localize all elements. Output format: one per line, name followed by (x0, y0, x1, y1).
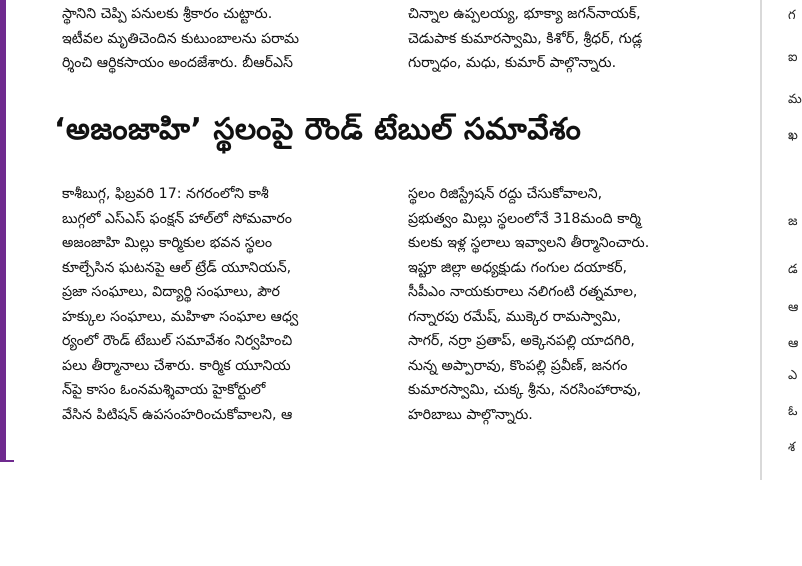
previous-article-right-column (408, 2, 748, 76)
text-line: కులకు ఇళ్ల స్థలాలు ఇవ్వాలని తీర్మానించారు. (408, 235, 650, 251)
text-fragment: ఆ (788, 300, 799, 315)
text-fragment: జ (788, 214, 798, 229)
text-line: హక్కుల సంఘాలు, మహిళా సంఘాల ఆధ్వ (62, 308, 299, 325)
text-line: ప్రజా సంఘాలు, విద్యార్థి సంఘాలు, పౌర (62, 284, 280, 300)
text-line: సీపీఎం నాయకురాలు నలిగంటి రత్నమాల, (408, 284, 638, 300)
adjacent-article-border (0, 0, 6, 460)
text-line: సాగర్, నర్రా ప్రతాప్, అక్కెనపల్లి యాదగిరి, (408, 333, 635, 349)
text-fragment: గ (788, 8, 796, 23)
text-fragment: ఎ (788, 368, 798, 383)
cropped-neighbour-column (770, 0, 800, 470)
text-line: ర్యంలో రౌండ్ టేబుల్ సమావేశం నిర్వహించి (62, 333, 293, 349)
text-fragment: ఐ (788, 50, 798, 65)
text-fragment: మ (788, 92, 802, 107)
text-line: వేసిన పిటిషన్ ఉపసంహరించుకోవాలని, ఆ (62, 406, 293, 423)
text-fragment: ఖ (788, 128, 798, 143)
text-line: ఇటీవల మృతిచెందిన కుటుంబాలను పరామ (62, 30, 300, 47)
text-fragment: శ (788, 440, 796, 455)
column-divider (760, 0, 762, 480)
text-fragment: డ (788, 262, 798, 277)
text-fragment: ఆ (788, 336, 799, 351)
previous-article-left-column (62, 2, 392, 76)
text-line: స్థలం రిజిస్ట్రేషన్ రద్దు చేసుకోవాలని, (408, 186, 603, 202)
article-left-column (62, 182, 392, 427)
text-line: గుర్నాధం, మధు, కుమార్ పాల్గొన్నారు. (408, 55, 617, 71)
text-line: పలు తీర్మానాలు చేశారు. కార్మిక యూనియ (62, 357, 291, 374)
text-line: స్థానిని చెప్పి పనులకు శ్రీకారం చుట్టారు. (62, 6, 273, 22)
text-line: కూల్చేసిన ఘటనపై ఆల్ ట్రేడ్ యూనియన్, (62, 259, 292, 276)
text-line: కుమారస్వామి, చుక్క శ్రీను, నరసింహారావు, (408, 382, 642, 398)
text-line: అజంజాహి మిల్లు కార్మికుల భవన స్థలం (62, 235, 273, 251)
text-line: ప్రభుత్వం మిల్లు స్థలంలోనే 318మంది కార్మి (408, 210, 641, 227)
text-line: చెడుపాక కుమారస్వామి, కిశోర్, శ్రీధర్, గుడ్ల (408, 30, 643, 47)
text-line: కాశీబుగ్గ, ఫిబ్రవరి 17: నగరంలోని కాశీ (62, 186, 269, 202)
text-line: హరిబాబు పాల్గొన్నారు. (408, 406, 533, 423)
text-line: గన్నారపు రమేష్, ముక్కెర రామస్వామి, (408, 308, 622, 325)
text-line: ర్శించి ఆర్థికసాయం అందజేశారు. బీఆర్‌ఎస్ (62, 55, 293, 71)
article-headline: ‘అజంజాహి’ స్థలంపై రౌండ్ టేబుల్ సమావేశం (54, 112, 582, 147)
text-line: న్‌పై కాసం ఓంనమశ్శివాయ హైకోర్టులో (62, 382, 266, 398)
text-line: ఇప్టూ జిల్లా అధ్యక్షుడు గంగుల దయాకర్, (408, 259, 628, 276)
article-right-column (408, 182, 753, 427)
text-line: చిన్నాల ఉప్పలయ్య, భూక్యా జగన్‌నాయక్, (408, 6, 641, 22)
text-fragment: ఓ (788, 404, 798, 419)
adjacent-article-border-corner (0, 452, 14, 462)
text-line: నున్న అప్పారావు, కొంపల్లి ప్రవీణ్, జనగం (408, 357, 628, 374)
text-line: బుగ్గలో ఎస్‌ఎస్ ఫంక్షన్ హాల్‌లో సోమవారం (62, 210, 293, 227)
